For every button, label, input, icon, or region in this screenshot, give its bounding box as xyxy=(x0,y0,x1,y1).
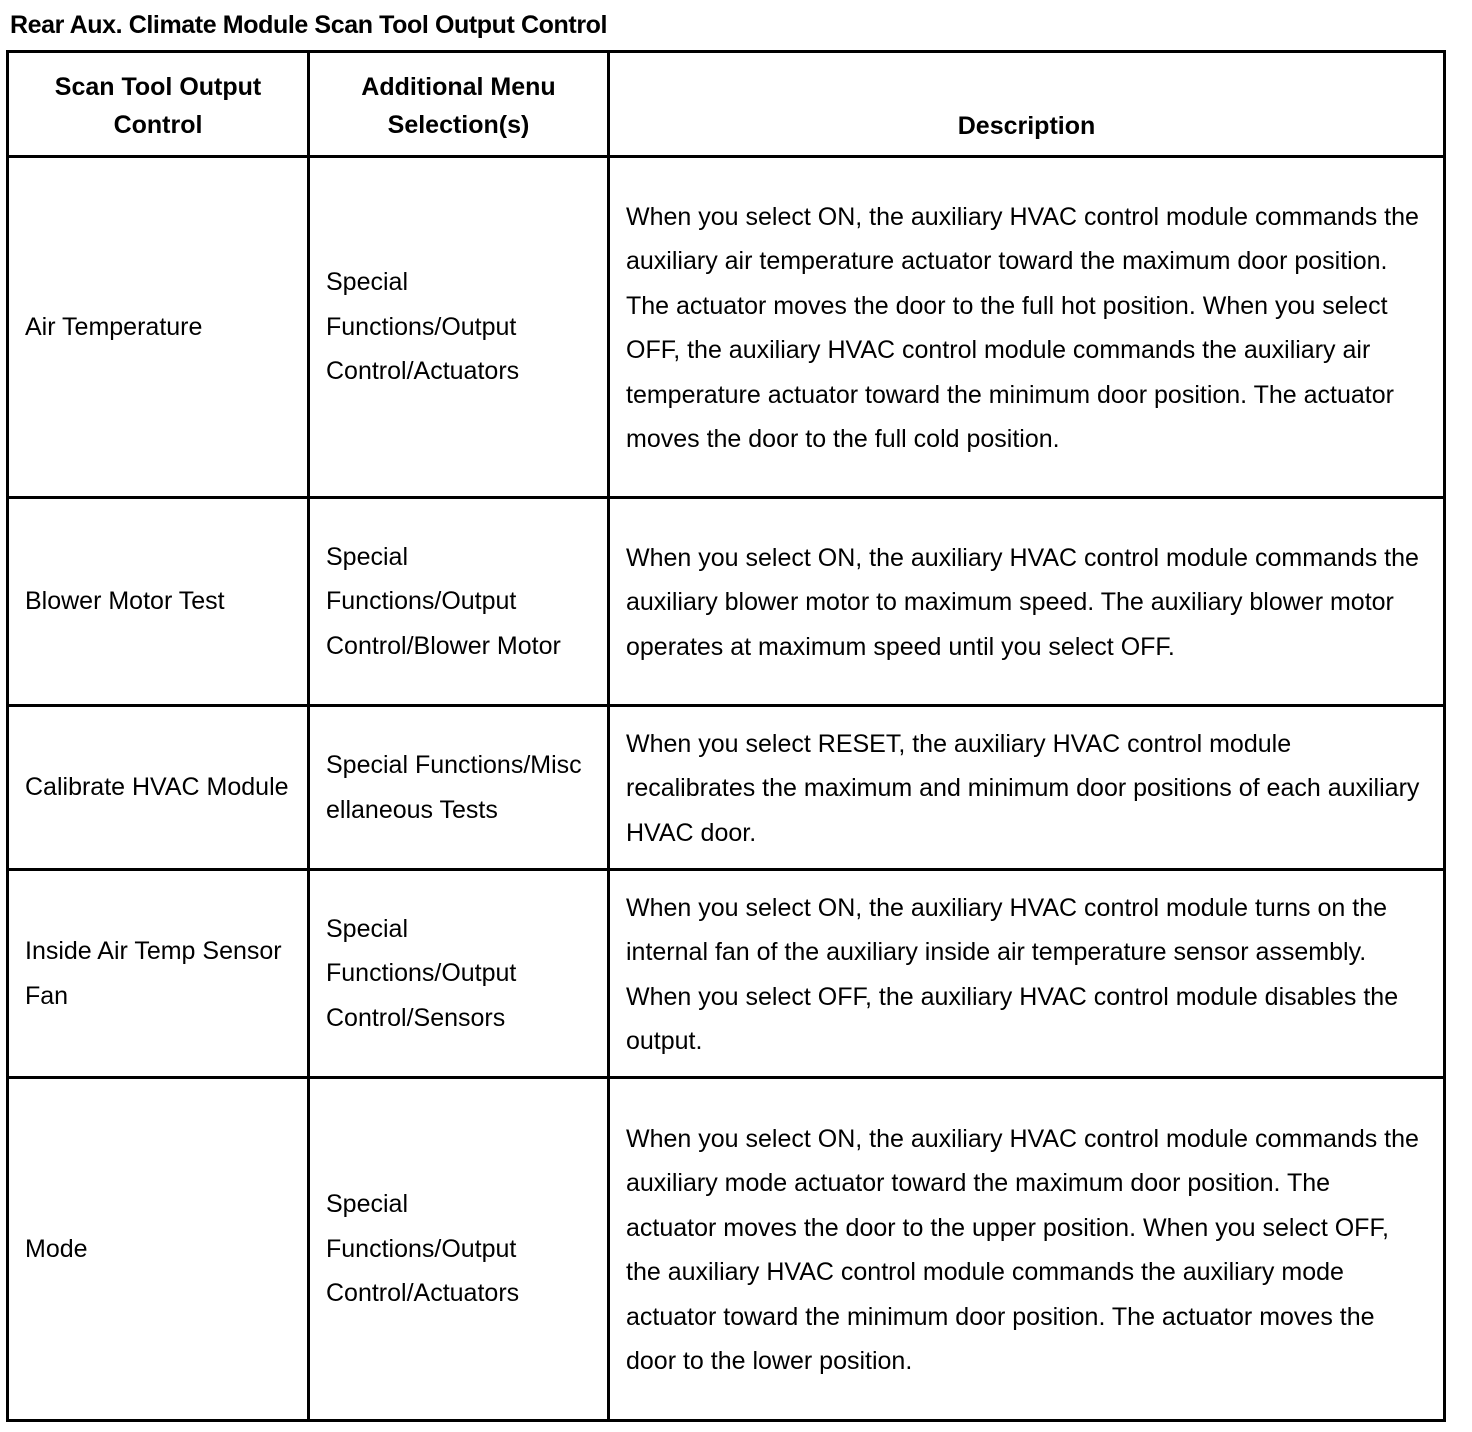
table-row xyxy=(8,498,1445,706)
cell-output-control: Air Temperature xyxy=(8,157,309,498)
cell-menu-selections: Special Functions/Output Control/Blower Motor xyxy=(309,498,609,706)
cell-description: When you select RESET, the auxiliary HVAC control module recalibrates the maximum and minimum door positions of each auxiliary HVAC door. xyxy=(609,706,1445,870)
cell-description: When you select ON, the auxiliary HVAC control module turns on the internal fan of the auxiliary inside air temperature sensor assembly. When you select OFF, the auxiliary HVAC control module disables the output. xyxy=(609,870,1445,1078)
cell-description: When you select ON, the auxiliary HVAC control module commands the auxiliary blower motor to maximum speed. The auxiliary blower motor operates at maximum speed until you select OFF. xyxy=(609,498,1445,706)
table-row xyxy=(8,870,1445,1078)
header-menu-selections: Additional Menu Selection(s) xyxy=(309,52,609,157)
cell-output-control: Mode xyxy=(8,1078,309,1421)
cell-menu-selections: Special Functions/Output Control/Actuators xyxy=(309,1078,609,1421)
cell-output-control: Inside Air Temp Sensor Fan xyxy=(8,870,309,1078)
cell-menu-selections: Special Functions/Miscellaneous Tests xyxy=(309,706,609,870)
table-row xyxy=(8,157,1445,498)
header-description: Description xyxy=(609,52,1445,157)
table-row xyxy=(8,706,1445,870)
table-header-row xyxy=(8,52,1445,157)
cell-menu-selections: Special Functions/Output Control/Actuators xyxy=(309,157,609,498)
output-control-table xyxy=(6,50,1446,1422)
cell-menu-selections: Special Functions/Output Control/Sensors xyxy=(309,870,609,1078)
cell-description: When you select ON, the auxiliary HVAC control module commands the auxiliary air temperature actuator toward the maximum door position. The actuator moves the door to the full hot position. When you select OFF, the auxiliary HVAC control module commands the auxiliary air temperature actuator toward the minimum door position. The actuator moves the door to the full cold position. xyxy=(609,157,1445,498)
cell-output-control: Blower Motor Test xyxy=(8,498,309,706)
table-row xyxy=(8,1078,1445,1421)
cell-output-control: Calibrate HVAC Module xyxy=(8,706,309,870)
header-output-control: Scan Tool Output Control xyxy=(8,52,309,157)
cell-description: When you select ON, the auxiliary HVAC control module commands the auxiliary mode actuator toward the maximum door position. The actuator moves the door to the upper position. When you select OFF, the auxiliary HVAC control module commands the auxiliary mode actuator toward the minimum door position. The actuator moves the door to the lower position. xyxy=(609,1078,1445,1421)
document-title: Rear Aux. Climate Module Scan Tool Output Control xyxy=(10,11,608,39)
